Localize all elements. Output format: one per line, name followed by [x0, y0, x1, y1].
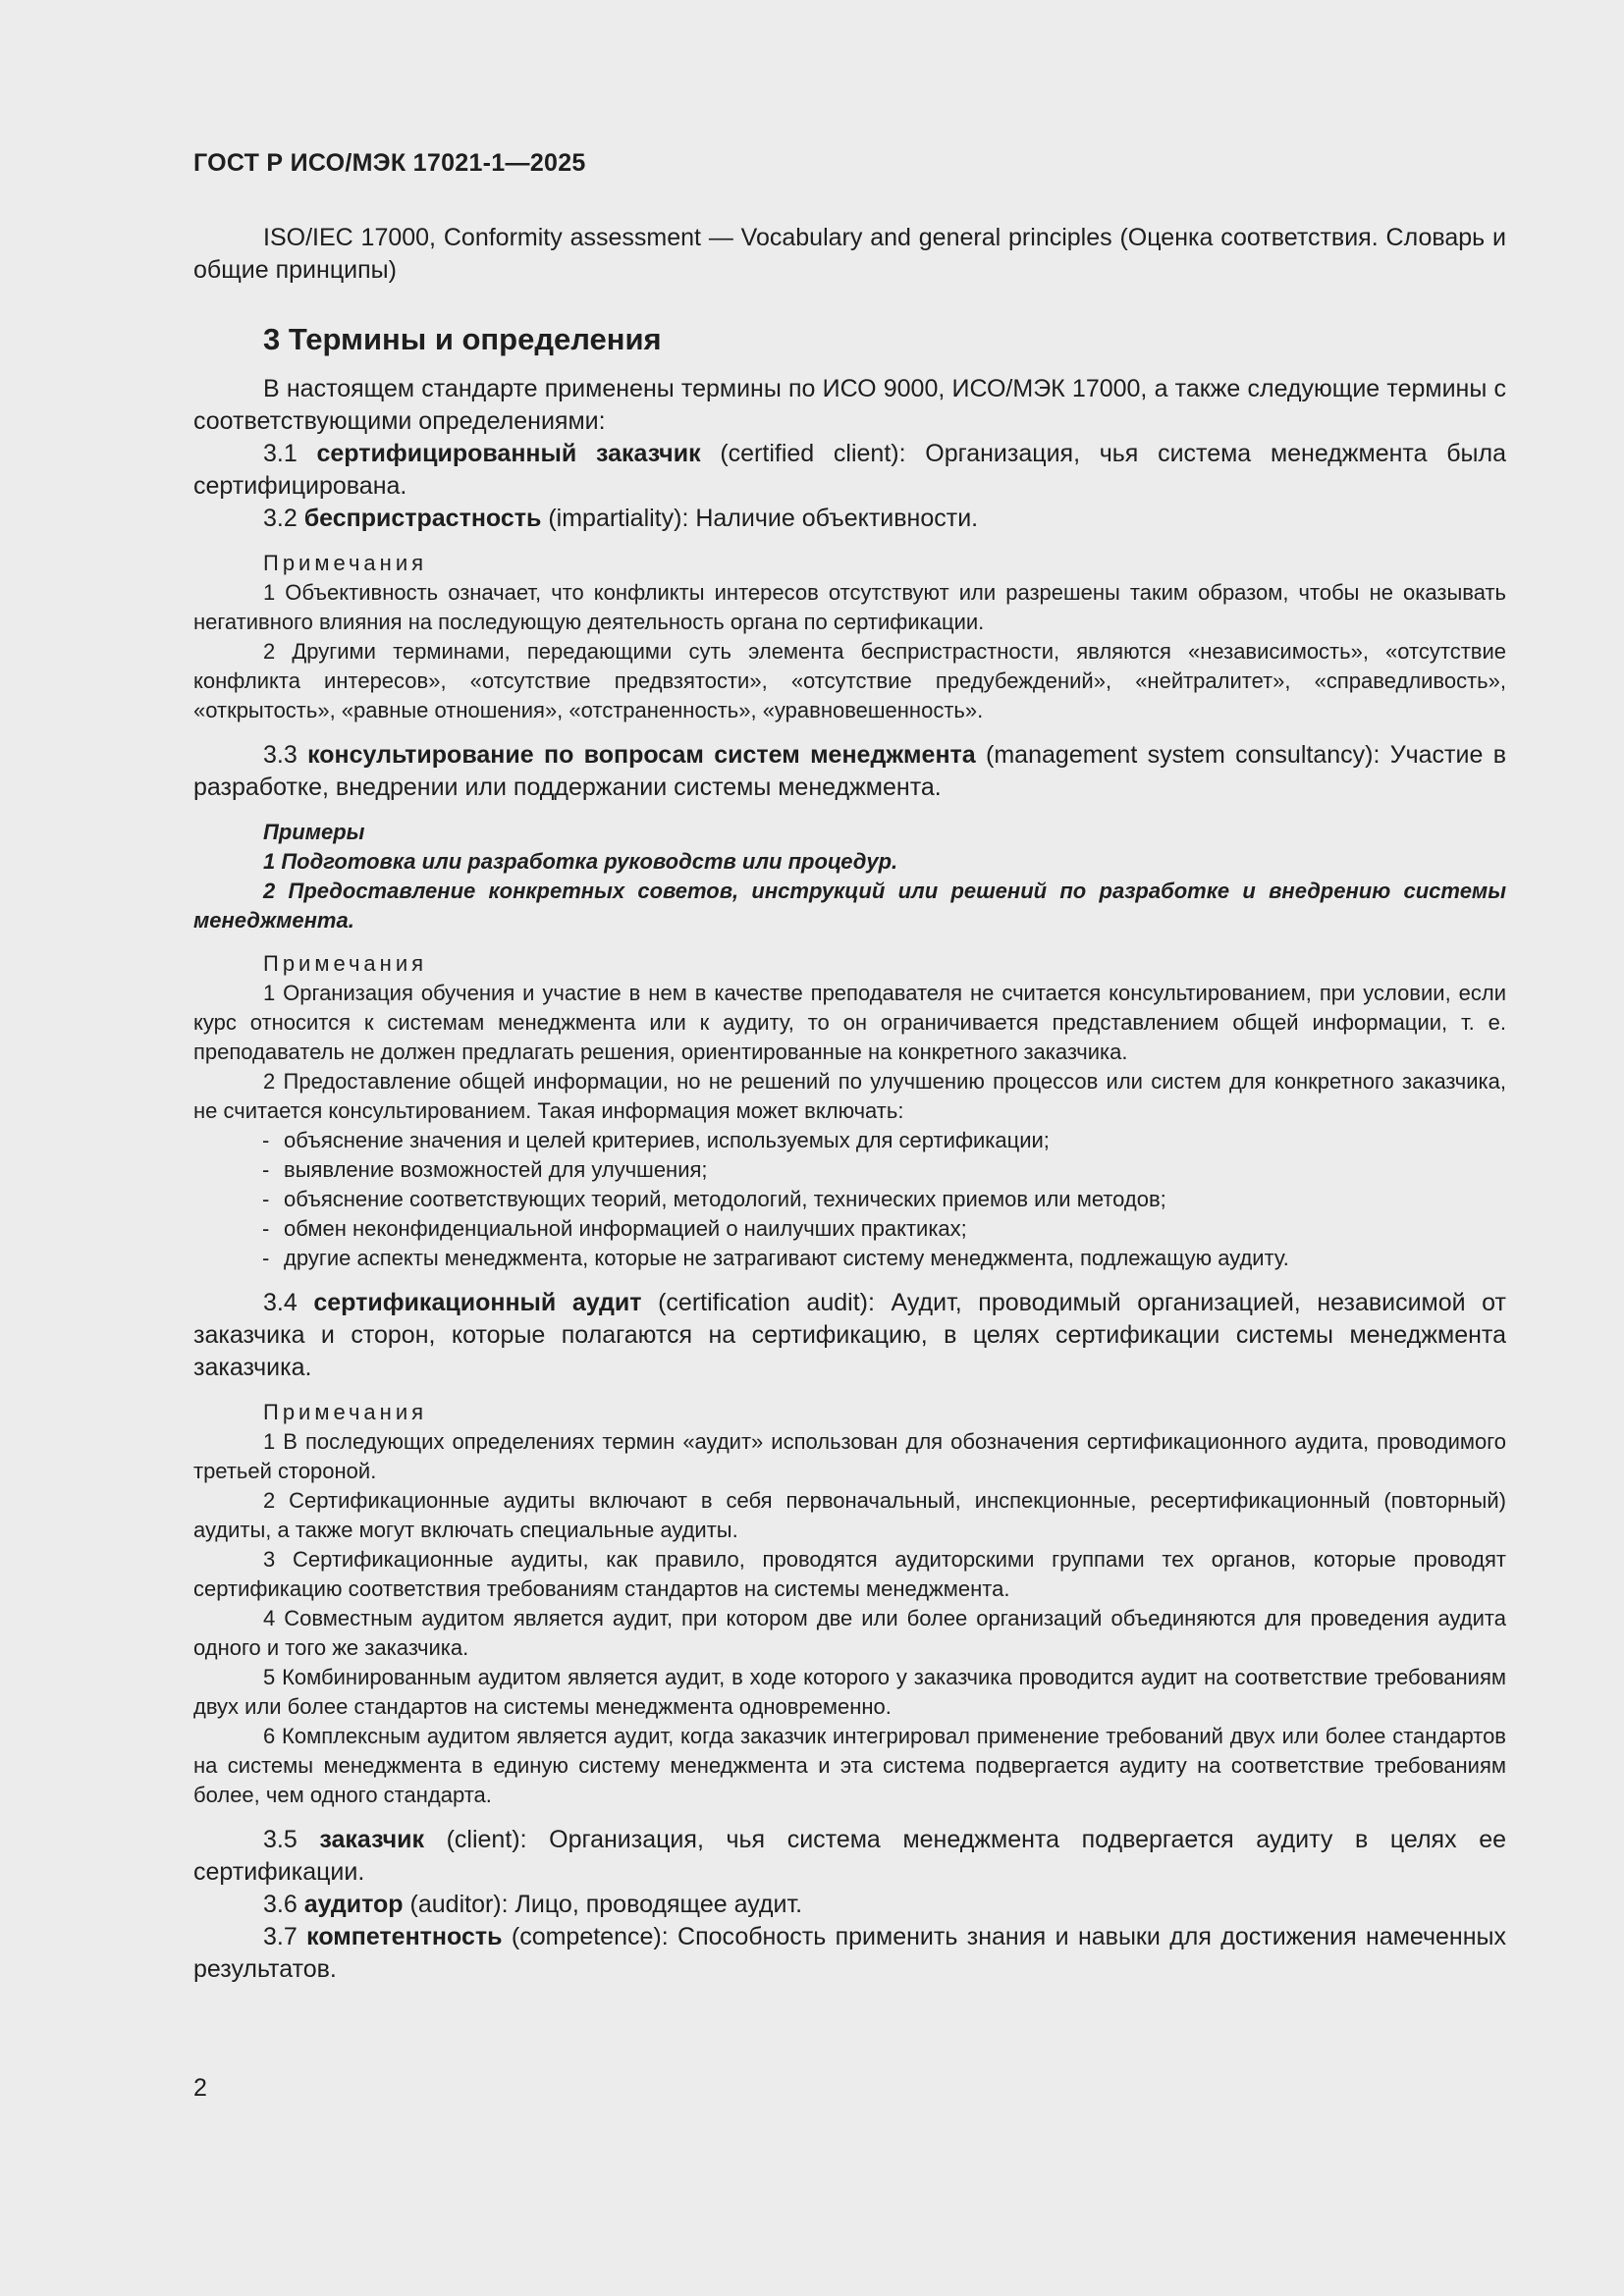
- term-3-6: [193, 1889, 1506, 1921]
- note-item: 4 Совместным аудитом является аудит, при котором две или более организаций объединяются для проведения аудита одного и того же заказчика.: [193, 1606, 1506, 1660]
- term-number: 3.6: [263, 1891, 304, 1918]
- term-definition: (management system consultancy): Участие в разработке, внедрении или поддержании системы менеджмента.: [193, 741, 1506, 801]
- term-number: 3.2: [263, 505, 304, 532]
- note-item: 2 Сертификационные аудиты включают в себя первоначальный, инспекционные, ресертификационный (повторный) аудиты, а также могут включать специальные аудиты.: [193, 1488, 1506, 1542]
- term-3-7: [193, 1921, 1506, 1986]
- examples-heading: Примеры: [263, 820, 365, 844]
- term-name: сертификационный аудит: [313, 1289, 642, 1316]
- term-name: заказчик: [319, 1826, 424, 1853]
- example-item: 1 Подготовка или разработка руководств или процедур.: [263, 849, 898, 874]
- term-definition: (auditor): Лицо, проводящее аудит.: [403, 1891, 803, 1918]
- list-item: - объяснение соответствующих теорий, методологий, технических приемов или методов;: [262, 1187, 1166, 1211]
- term-number: 3.5: [263, 1826, 320, 1853]
- note-item: 1 Объективность означает, что конфликты интересов отсутствуют или разрешены таким образом, чтобы не оказывать негативного влияния на последующую деятельность органа по сертификации.: [193, 580, 1506, 634]
- bullet-list: [193, 1126, 1506, 1273]
- note-item: 2 Предоставление общей информации, но не решений по улучшению процессов или систем для конкретного заказчика, не считается консультированием. Такая информация может включать:: [193, 1069, 1506, 1123]
- example-item: 2 Предоставление конкретных советов, инструкций или решений по разработке и внедрению системы менеджмента.: [193, 879, 1506, 933]
- notes-heading: Примечания: [263, 551, 428, 575]
- term-definition: (client): Организация, чья система менеджмента подвергается аудиту в целях ее сертификации.: [193, 1826, 1506, 1886]
- section-title: 3 Термины и определения: [263, 322, 662, 356]
- term-number: 3.7: [263, 1923, 307, 1950]
- term-3-2: [193, 503, 1506, 535]
- term-3-1: [193, 438, 1506, 503]
- note-item: 1 В последующих определениях термин «аудит» использован для обозначения сертификационного аудита, проводимого третьей стороной.: [193, 1429, 1506, 1483]
- list-item: - обмен неконфиденциальной информацией о наилучших практиках;: [262, 1216, 967, 1241]
- notes-heading: Примечания: [263, 951, 428, 976]
- normative-reference: ISO/IEC 17000, Conformity assessment — Vocabulary and general principles (Оценка соответствия. Словарь и общие принципы): [193, 224, 1506, 284]
- term-name: консультирование по вопросам систем менеджмента: [307, 741, 976, 769]
- note-item: 3 Сертификационные аудиты, как правило, проводятся аудиторскими группами тех органов, которые проводят сертификацию соответствия требованиям стандартов на системы менеджмента.: [193, 1547, 1506, 1601]
- term-name: беспристрастность: [303, 505, 542, 532]
- term-number: 3.4: [263, 1289, 314, 1316]
- list-item: - другие аспекты менеджмента, которые не затрагивают систему менеджмента, подлежащую аудиту.: [262, 1246, 1289, 1270]
- term-definition: (certification audit): Аудит, проводимый организацией, независимой от заказчика и сторон, которые полагаются на сертификацию, в целях сертификации системы менеджмента заказчика.: [193, 1289, 1506, 1381]
- term-name: сертифицированный заказчик: [316, 440, 701, 467]
- term-3-5: [193, 1824, 1506, 1889]
- term-definition: (certified client): Организация, чья система менеджмента была сертифицирована.: [193, 440, 1506, 500]
- term-definition: (competence): Способность применить знания и навыки для достижения намеченных результатов.: [193, 1923, 1506, 1983]
- notes-heading: Примечания: [263, 1400, 428, 1424]
- note-item: 1 Организация обучения и участие в нем в качестве преподавателя не считается консультированием, при условии, если курс относится к системам менеджмента или к аудиту, то он ограничивается представлением общей информации, т. е. преподаватель не должен предлагать решения, ориентированные на конкретного заказчика.: [193, 981, 1506, 1064]
- term-name: аудитор: [303, 1891, 404, 1918]
- note-item: 5 Комбинированным аудитом является аудит, в ходе которого у заказчика проводится аудит на соответствие требованиям двух или более стандартов на системы менеджмента одновременно.: [193, 1665, 1506, 1719]
- section-lead: В настоящем стандарте применены термины по ИСО 9000, ИСО/МЭК 17000, а также следующие термины с соответствующими определениями:: [193, 375, 1506, 435]
- term-3-3: [193, 739, 1506, 804]
- document-header: ГОСТ Р ИСО/МЭК 17021-1—2025: [193, 149, 586, 177]
- term-number: 3.3: [263, 741, 308, 769]
- page-number: 2: [193, 2074, 207, 2102]
- term-number: 3.1: [263, 440, 317, 467]
- note-item: 6 Комплексным аудитом является аудит, когда заказчик интегрировал применение требований двух или более стандартов на системы менеджмента в единую систему менеджмента и эта система подвергается аудиту на соответствие требованиям более, чем одного стандарта.: [193, 1724, 1506, 1807]
- page-content: [193, 222, 1506, 1986]
- term-3-4: [193, 1287, 1506, 1384]
- list-item: - объяснение значения и целей критериев, используемых для сертификации;: [262, 1128, 1050, 1152]
- term-definition: (impartiality): Наличие объективности.: [541, 505, 979, 532]
- term-name: компетентность: [306, 1923, 503, 1950]
- list-item: - выявление возможностей для улучшения;: [262, 1157, 708, 1182]
- note-item: 2 Другими терминами, передающими суть элемента беспристрастности, являются «независимость», «отсутствие конфликта интересов», «отсутствие предвзятости», «отсутствие предубеждений», «нейтралитет», «справедливость», «открытость», «равные отношения», «отстраненность», «уравновешенность».: [193, 639, 1506, 722]
